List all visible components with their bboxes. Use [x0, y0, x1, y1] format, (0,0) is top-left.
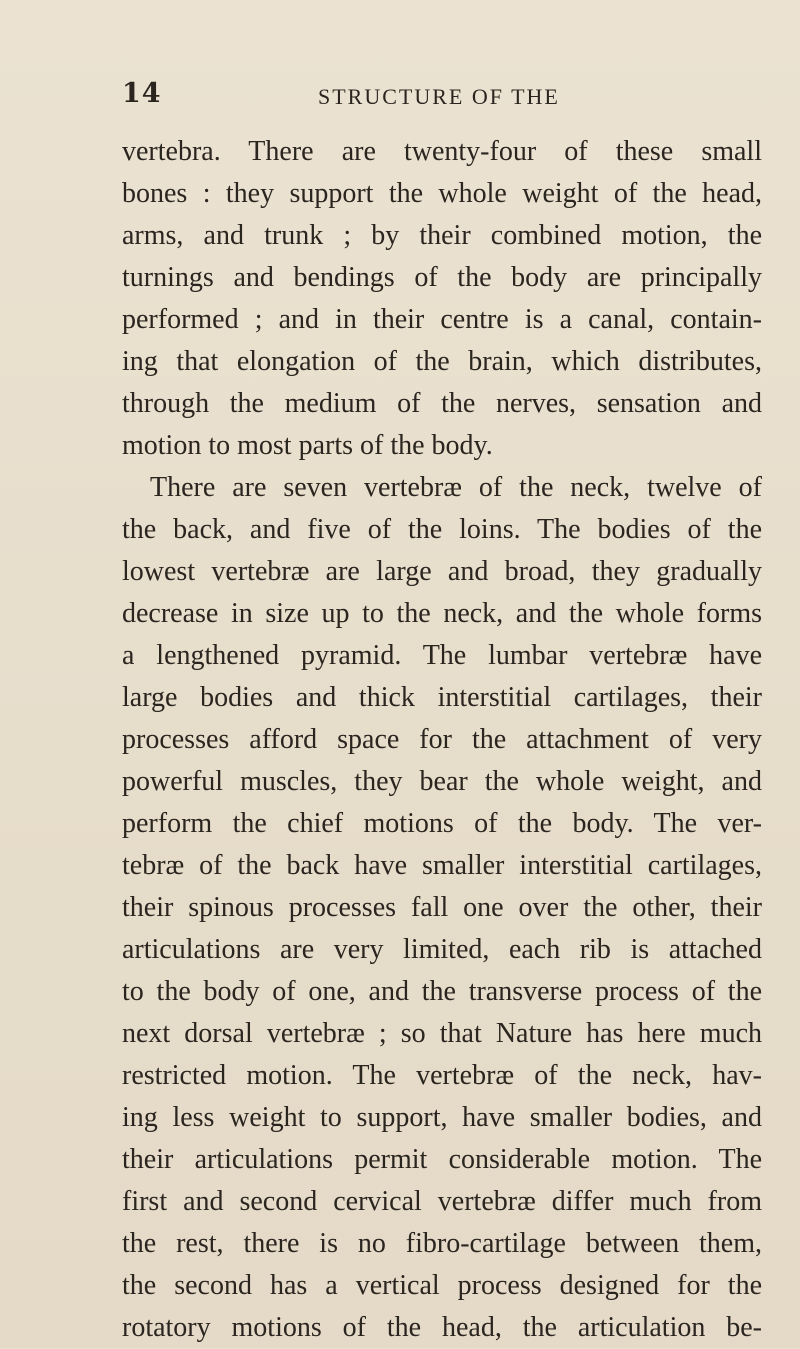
text-line: motion to most parts of the body. — [122, 430, 493, 461]
text-line: perform the chief motions of the body. The ver- — [122, 808, 762, 839]
text-line: performed ; and in their centre is a canal, contain- — [122, 304, 762, 335]
text-line: large bodies and thick interstitial cartilages, their — [122, 682, 762, 713]
text-line: the second has a vertical process designed for the — [122, 1270, 762, 1301]
text-line: turnings and bendings of the body are principally — [122, 262, 762, 293]
text-line: lowest vertebræ are large and broad, they gradually — [122, 556, 762, 587]
text-line: to the body of one, and the transverse process of the — [122, 976, 762, 1007]
text-line: arms, and trunk ; by their combined motion, the — [122, 220, 762, 251]
text-line: vertebra. There are twenty-four of these small — [122, 136, 762, 167]
text-line: restricted motion. The vertebræ of the neck, hav- — [122, 1060, 762, 1091]
text-line: ing that elongation of the brain, which distributes, — [122, 346, 762, 377]
text-line: through the medium of the nerves, sensation and — [122, 388, 762, 419]
body-text — [122, 131, 762, 1349]
text-line: their spinous processes fall one over the other, their — [122, 892, 762, 923]
text-line: There are seven vertebræ of the neck, twelve of — [150, 472, 762, 503]
text-line: powerful muscles, they bear the whole weight, and — [122, 766, 762, 797]
text-line: the back, and five of the loins. The bodies of the — [122, 514, 762, 545]
text-line: their articulations permit considerable motion. The — [122, 1144, 762, 1175]
text-line: next dorsal vertebræ ; so that Nature has here much — [122, 1018, 762, 1049]
page-number: 14 — [122, 78, 162, 109]
text-line: articulations are very limited, each rib is attached — [122, 934, 762, 965]
running-head: STRUCTURE OF THE — [318, 84, 560, 109]
text-line: rotatory motions of the head, the articulation be- — [122, 1312, 762, 1343]
page-header — [122, 78, 682, 118]
text-line: first and second cervical vertebræ differ much from — [122, 1186, 762, 1217]
text-line: a lengthened pyramid. The lumbar vertebræ have — [122, 640, 762, 671]
text-line: processes afford space for the attachment of very — [122, 724, 762, 755]
text-line: tebræ of the back have smaller interstitial cartilages, — [122, 850, 762, 881]
text-line: ing less weight to support, have smaller bodies, and — [122, 1102, 762, 1133]
text-line: decrease in size up to the neck, and the whole forms — [122, 598, 762, 629]
text-line: bones : they support the whole weight of the head, — [122, 178, 762, 209]
text-line: the rest, there is no fibro-cartilage between them, — [122, 1228, 762, 1259]
